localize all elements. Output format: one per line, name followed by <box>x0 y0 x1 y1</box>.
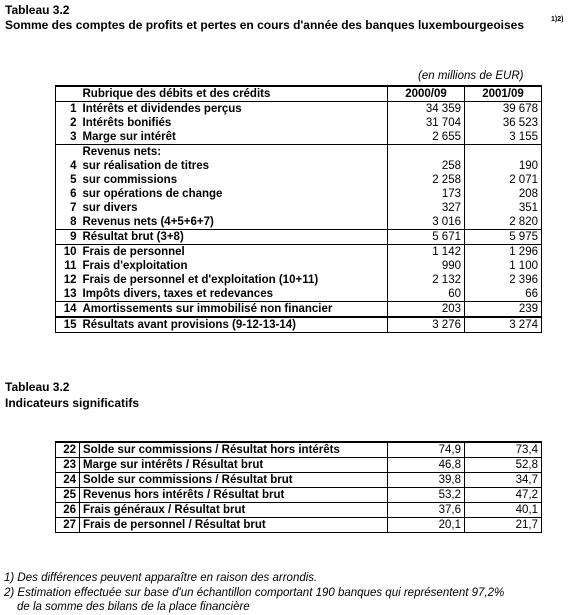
table-row <box>56 259 542 273</box>
row-value-2000: 173 <box>388 187 465 201</box>
row-number <box>56 145 80 160</box>
row-value-2000: 327 <box>388 201 465 215</box>
table-row <box>56 317 542 333</box>
table-row <box>56 473 542 488</box>
row-value-2000: 46,8 <box>388 458 465 473</box>
table-row <box>56 187 542 201</box>
footnote-2: 2) Estimation effectuée sur base d'un échantillon comportant 190 banques qui représentent 97,2% <box>4 587 505 599</box>
table1-unit: (en millions de EUR) <box>418 70 524 82</box>
row-value-2000: 258 <box>388 159 465 173</box>
row-label: Frais de personnel et d'exploitation (10+11) <box>80 273 388 287</box>
row-value-2000: 2 132 <box>388 273 465 287</box>
row-value-2001: 52,8 <box>465 458 542 473</box>
indicators-table <box>55 441 542 533</box>
row-value-2001: 3 274 <box>465 317 542 333</box>
row-value-2001: 1 100 <box>465 259 542 273</box>
table-row <box>56 503 542 518</box>
row-label: sur commissions <box>80 173 388 187</box>
row-value-2000: 203 <box>388 302 465 318</box>
table2-label: Tableau 3.2 <box>5 380 70 394</box>
row-number: 11 <box>56 259 80 273</box>
row-label: Frais généraux / Résultat brut <box>80 503 388 518</box>
row-value-2001: 1 296 <box>465 245 542 260</box>
row-label: Marge sur intérêts / Résultat brut <box>80 458 388 473</box>
table-row <box>56 287 542 302</box>
row-label: Résultat brut (3+8) <box>80 230 388 245</box>
footnote-1: 1) Des différences peuvent apparaître en raison des arrondis. <box>4 572 318 584</box>
row-value-2000: 34 359 <box>388 102 465 117</box>
row-value-2001: 66 <box>465 287 542 302</box>
table-row <box>56 159 542 173</box>
table-row <box>56 245 542 260</box>
row-number: 8 <box>56 215 80 230</box>
row-label: Frais de personnel / Résultat brut <box>80 518 388 533</box>
row-number: 24 <box>56 473 80 488</box>
table-row <box>56 230 542 245</box>
row-value-2001: 351 <box>465 201 542 215</box>
row-value-2000: 1 142 <box>388 245 465 260</box>
row-number: 7 <box>56 201 80 215</box>
row-number: 22 <box>56 442 80 458</box>
row-label: Revenus hors intérêts / Résultat brut <box>80 488 388 503</box>
row-value-2001: 2 071 <box>465 173 542 187</box>
row-value-2000: 31 704 <box>388 116 465 130</box>
row-value-2001: 3 155 <box>465 130 542 145</box>
header-col-2000: 2000/09 <box>388 86 465 102</box>
row-value-2000: 3 016 <box>388 215 465 230</box>
table-row <box>56 201 542 215</box>
row-number: 1 <box>56 102 80 117</box>
row-value-2001: 2 396 <box>465 273 542 287</box>
row-number: 9 <box>56 230 80 245</box>
row-value-2000: 5 671 <box>388 230 465 245</box>
table-row <box>56 102 542 117</box>
row-value-2001: 5 975 <box>465 230 542 245</box>
row-value-2001: 21,7 <box>465 518 542 533</box>
row-value-2000: 74,9 <box>388 442 465 458</box>
row-value-2001 <box>465 145 542 160</box>
row-label: Revenus nets (4+5+6+7) <box>80 215 388 230</box>
row-label: Solde sur commissions / Résultat brut <box>80 473 388 488</box>
row-number: 6 <box>56 187 80 201</box>
row-label: Frais d'exploitation <box>80 259 388 273</box>
footnote-2-continued: de la somme des bilans de la place financière <box>17 601 250 613</box>
row-value-2000 <box>388 145 465 160</box>
row-number: 12 <box>56 273 80 287</box>
table2-title: Indicateurs significatifs <box>5 396 140 410</box>
row-number: 26 <box>56 503 80 518</box>
row-value-2000: 990 <box>388 259 465 273</box>
row-number: 15 <box>56 317 80 333</box>
row-label: Solde sur commissions / Résultat hors intérêts <box>80 442 388 458</box>
row-value-2001: 2 820 <box>465 215 542 230</box>
table-row <box>56 302 542 318</box>
row-label: Impôts divers, taxes et redevances <box>80 287 388 302</box>
row-number: 23 <box>56 458 80 473</box>
row-value-2000: 2 655 <box>388 130 465 145</box>
row-value-2001: 47,2 <box>465 488 542 503</box>
row-value-2001: 239 <box>465 302 542 318</box>
row-value-2001: 34,7 <box>465 473 542 488</box>
row-label: sur opérations de change <box>80 187 388 201</box>
table1-title: Somme des comptes de profits et pertes en cours d'année des banques luxembourgeoises <box>5 18 524 32</box>
row-number: 3 <box>56 130 80 145</box>
row-label: Marge sur intérêt <box>80 130 388 145</box>
row-number: 14 <box>56 302 80 318</box>
row-value-2000: 37,6 <box>388 503 465 518</box>
row-number: 4 <box>56 159 80 173</box>
row-number: 27 <box>56 518 80 533</box>
row-value-2000: 39,8 <box>388 473 465 488</box>
row-label: Frais de personnel <box>80 245 388 260</box>
table-row <box>56 488 542 503</box>
table-row <box>56 130 542 145</box>
row-value-2001: 40,1 <box>465 503 542 518</box>
row-value-2001: 39 678 <box>465 102 542 117</box>
row-number: 10 <box>56 245 80 260</box>
table-row <box>56 116 542 130</box>
table-row <box>56 518 542 533</box>
table1-footnote-ref: 1)2) <box>551 16 564 23</box>
row-label: Résultats avant provisions (9-12-13-14) <box>80 317 388 333</box>
table1-header-row <box>56 86 542 102</box>
table-row <box>56 273 542 287</box>
table1-label: Tableau 3.2 <box>5 3 70 17</box>
row-value-2001: 73,4 <box>465 442 542 458</box>
row-number: 25 <box>56 488 80 503</box>
row-label: Intérêts bonifiés <box>80 116 388 130</box>
row-value-2000: 20,1 <box>388 518 465 533</box>
table-row <box>56 442 542 458</box>
row-number: 13 <box>56 287 80 302</box>
row-number: 2 <box>56 116 80 130</box>
header-col-2001: 2001/09 <box>465 86 542 102</box>
row-value-2001: 36 523 <box>465 116 542 130</box>
table-row <box>56 173 542 187</box>
header-num-cell <box>56 86 80 102</box>
row-value-2000: 2 258 <box>388 173 465 187</box>
row-label: Amortissements sur immobilisé non financier <box>80 302 388 318</box>
row-value-2001: 208 <box>465 187 542 201</box>
row-label: Intérêts et dividendes perçus <box>80 102 388 117</box>
row-value-2000: 60 <box>388 287 465 302</box>
row-value-2001: 190 <box>465 159 542 173</box>
table-row <box>56 145 542 160</box>
row-label: Revenus nets: <box>80 145 388 160</box>
row-label: sur divers <box>80 201 388 215</box>
row-label: sur réalisation de titres <box>80 159 388 173</box>
row-number: 5 <box>56 173 80 187</box>
table-row <box>56 215 542 230</box>
row-value-2000: 53,2 <box>388 488 465 503</box>
header-rubrique: Rubrique des débits et des crédits <box>80 86 388 102</box>
table-row <box>56 458 542 473</box>
row-value-2000: 3 276 <box>388 317 465 333</box>
profit-loss-table <box>55 85 542 333</box>
